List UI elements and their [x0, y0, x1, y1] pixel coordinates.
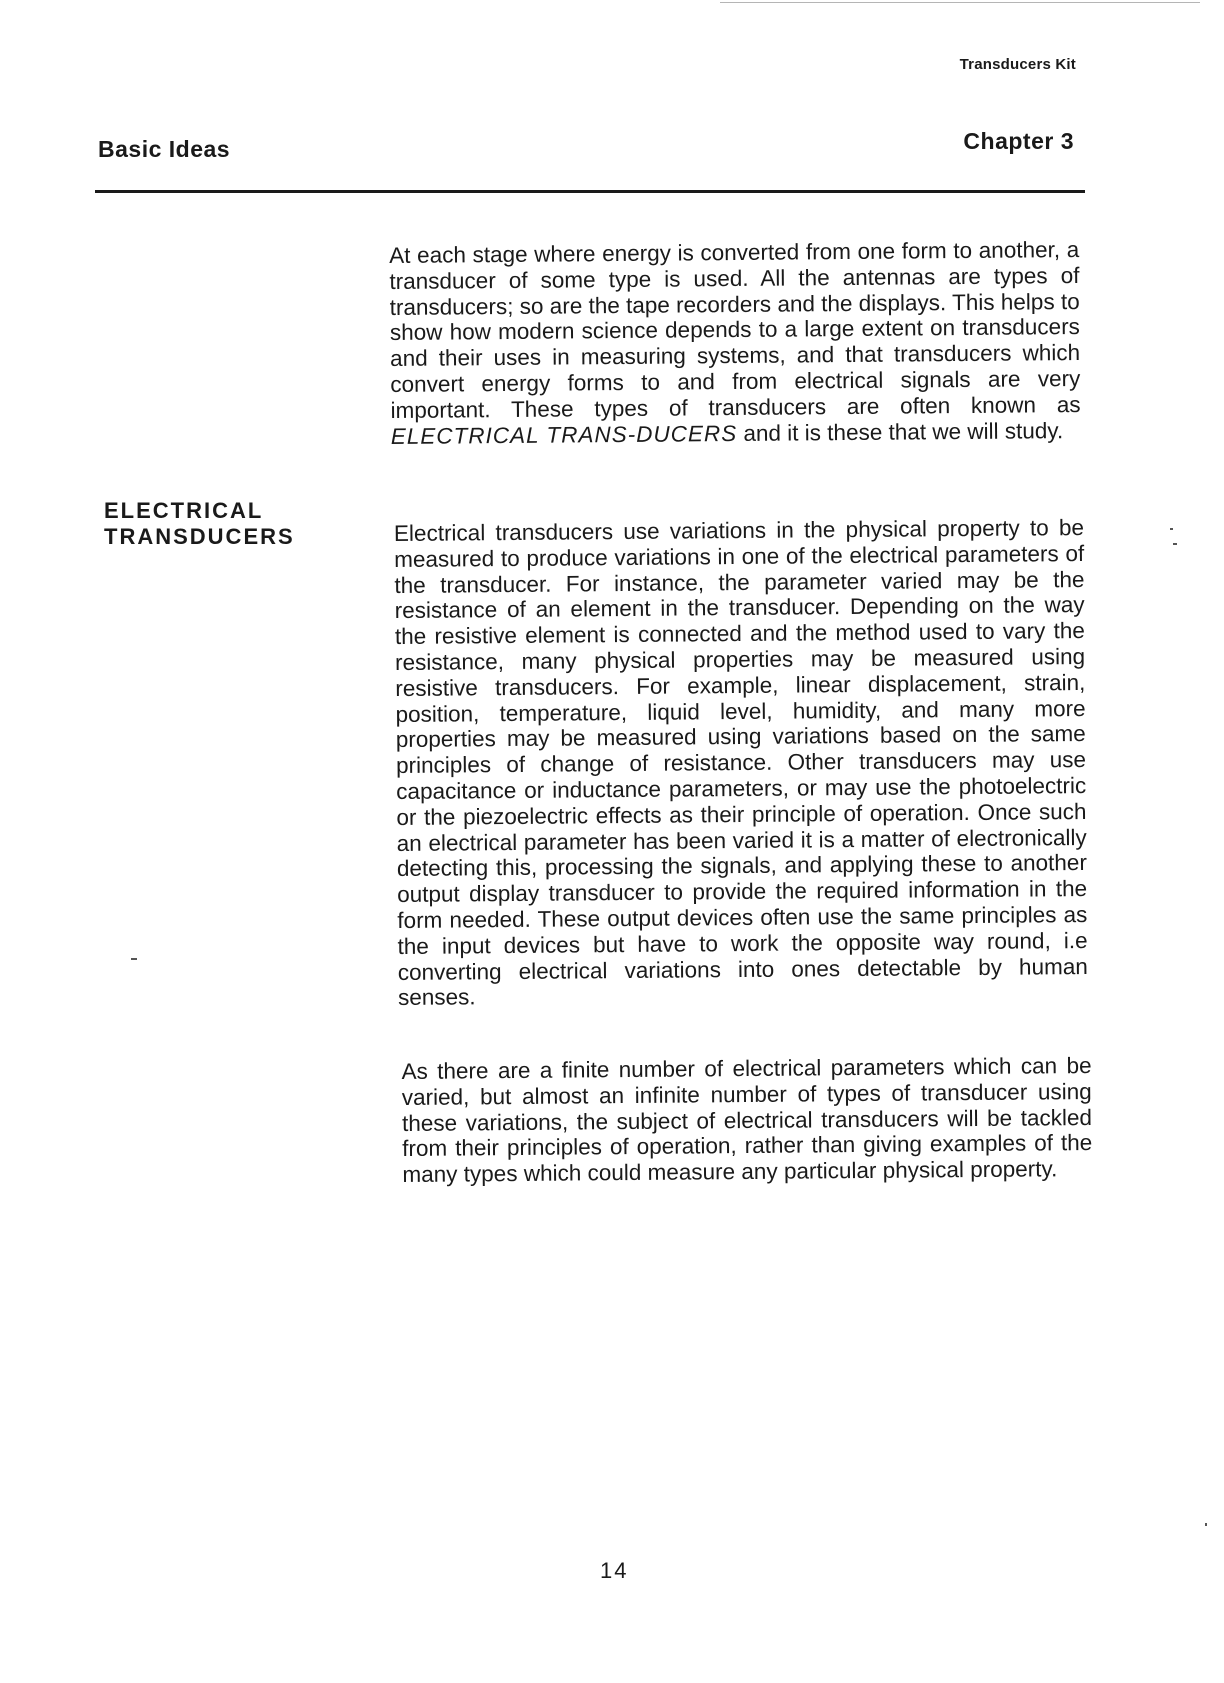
intro-paragraph-tail: and it is these that we will study. — [737, 417, 1064, 446]
scan-speck — [1173, 543, 1177, 545]
intro-paragraph-text: At each stage where energy is converted from one form to another, a transducer of some type is used. All the antennas are types of transducers; so are the tape recorders and the displays. This helps to show how modern science depends to a large extent on transducers and their uses in measuring systems, and that transducers which convert energy forms to and from electrical signals are very important. These types of transducers are often known as — [389, 236, 1081, 423]
scan-speck — [1170, 528, 1173, 530]
scan-speck — [1205, 1523, 1207, 1526]
header-divider — [95, 190, 1085, 193]
section-title: Basic Ideas — [98, 136, 231, 162]
page-number: 14 — [600, 1558, 629, 1583]
principles-paragraph: As there are a finite number of electrical parameters which can be varied, but almost an infinite number of types of transducer using these variations, the subject of electrical transducers will be tackled from their principles of operation, rather than giving examples of the many types which could measure any particular physical property. — [401, 1052, 1093, 1188]
side-heading-line-2: TRANSDUCERS — [104, 524, 295, 549]
top-edge-rule — [720, 2, 1200, 3]
running-header-kit-title: Transducers Kit — [959, 56, 1076, 73]
side-heading — [104, 498, 295, 550]
intro-paragraph — [389, 237, 1081, 449]
chapter-label: Chapter 3 — [963, 128, 1074, 154]
scan-speck — [131, 958, 137, 960]
electrical-transducers-paragraph: Electrical transducers use variations in the physical property to be measured to produce variations in one of the electrical parameters of the transducer. For instance, the parameter varied may be the resistance of an element in the transducer. Depending on the way the resistive element is connected and the method used to vary the resistance, many physical properties may be measured using resistive transducers. For example, linear displacement, strain, position, temperature, liquid level, humidity, and many more properties may be measured using variations based on the same principles of change of resistance. Other transducers may use capacitance or inductance parameters, or may use the photoelectric or the piezoelectric effects as their principle of operation. Once such an electrical parameter has been varied it is a matter of electronically detecting this, processing the signals, and applying these to another output display transducer to provide the required information in the form needed. These output devices often use the same principles as the input devices but have to work the opposite way round, i.e converting electrical variations into ones detectable by human senses. — [393, 514, 1088, 1011]
intro-paragraph-emphasis: ELECTRICAL TRANS-DUCERS — [390, 420, 738, 449]
side-heading-line-1: ELECTRICAL — [104, 498, 264, 523]
